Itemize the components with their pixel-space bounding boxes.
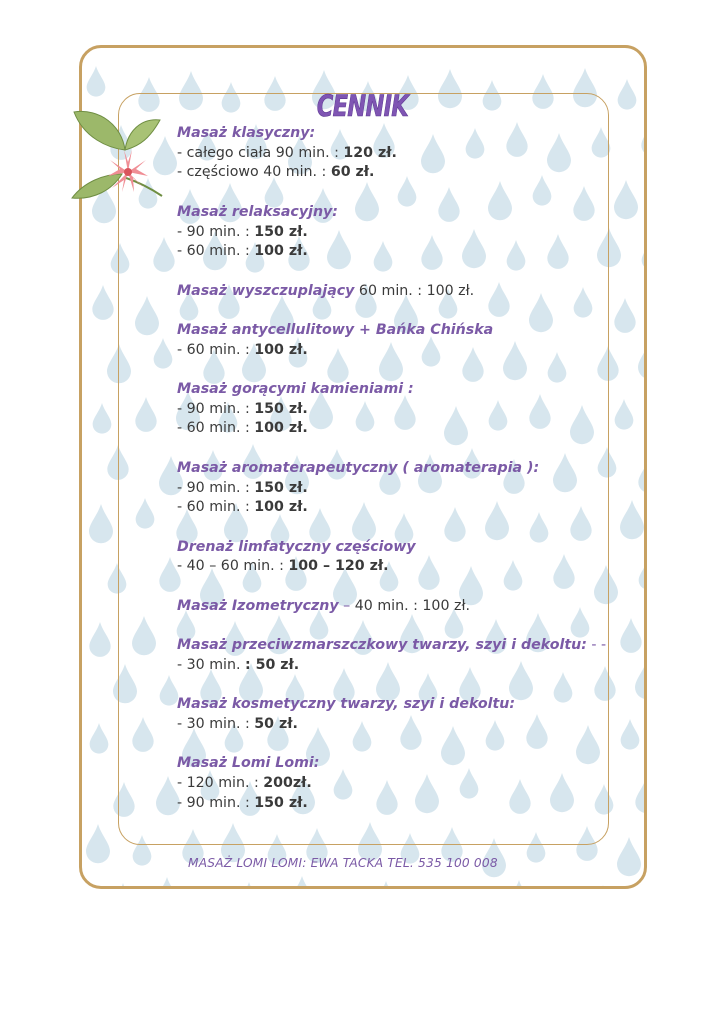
section-heading-text: Masaż wyszczuplający — [177, 282, 355, 299]
heading-duration: 40 min. : — [354, 597, 423, 614]
raindrop-shape — [642, 239, 644, 270]
price-duration: - 40 – 60 min. : — [177, 558, 289, 575]
raindrop-shape — [86, 824, 110, 863]
price-section — [177, 459, 627, 518]
price-value: 60 zł. — [330, 164, 375, 181]
price-line — [177, 144, 627, 164]
price-value: 150 zł. — [254, 794, 308, 811]
raindrop-shape — [156, 877, 177, 886]
price-value: 100 zł. — [254, 243, 308, 260]
price-duration: - częściowo 40 min. : — [177, 164, 331, 181]
raindrop-shape — [92, 285, 113, 320]
price-duration: - 120 min. : — [177, 775, 264, 792]
raindrop-shape — [89, 622, 110, 657]
price-line — [177, 715, 627, 735]
price-section — [177, 754, 627, 813]
price-duration: - 60 min. : — [177, 499, 255, 516]
section-heading-text: Masaż klasyczny: — [177, 125, 316, 141]
price-section — [177, 124, 627, 183]
price-section — [177, 695, 627, 734]
raindrop-shape — [291, 876, 312, 886]
price-value: 100 zł. — [254, 341, 308, 358]
price-line — [177, 163, 627, 183]
section-heading — [177, 636, 627, 656]
price-line — [177, 794, 627, 814]
price-value: : 50 zł. — [244, 656, 300, 673]
section-heading — [177, 282, 627, 302]
section-heading — [177, 203, 627, 223]
price-line — [177, 774, 627, 794]
price-section — [177, 636, 627, 675]
section-heading — [177, 124, 627, 144]
raindrop-shape — [617, 837, 641, 876]
section-heading — [177, 538, 627, 558]
price-duration: - 90 min. : — [177, 400, 255, 417]
price-section — [177, 538, 627, 577]
price-list — [177, 124, 627, 833]
section-heading-text: Drenaż limfatyczny częściowy — [177, 538, 416, 555]
raindrop-shape — [377, 881, 396, 886]
footer-contact: MASAŻ LOMI LOMI: EWA TACKA TEL. 535 100 008 — [188, 856, 498, 870]
price-value: 100 zł. — [254, 499, 308, 516]
section-heading-text: Masaż antycellulitowy + Bańka Chińska — [177, 321, 494, 338]
raindrop-shape — [510, 880, 529, 886]
raindrop-shape — [114, 883, 133, 886]
raindrop-shape — [93, 403, 112, 434]
price-duration: - 90 min. : — [177, 479, 255, 496]
price-section — [177, 380, 627, 439]
heading-price: 100 zł. — [422, 597, 470, 614]
heading-price: 100 zł. — [426, 282, 475, 299]
raindrop-shape — [635, 660, 644, 699]
price-duration: - 60 min. : — [177, 341, 255, 358]
price-duration: - całego ciała 90 min. : — [177, 144, 344, 161]
section-heading — [177, 459, 627, 479]
price-value: 100 zł. — [254, 420, 308, 437]
section-heading-text: Masaż relaksacyjny: — [177, 203, 338, 220]
section-heading-text: Masaż gorącymi kamieniami : — [177, 381, 414, 398]
price-duration: - 60 min. : — [177, 420, 255, 437]
price-line — [177, 557, 627, 577]
price-line — [177, 242, 627, 262]
price-duration: - 30 min. — [177, 656, 245, 673]
raindrop-shape — [240, 882, 259, 886]
section-heading-text: Masaż Izometryczny — [177, 597, 339, 614]
price-value: 200zł. — [263, 775, 312, 792]
price-section — [177, 597, 627, 617]
price-line — [177, 419, 627, 439]
raindrop-shape — [89, 504, 113, 543]
page-title: CENNIK — [316, 89, 408, 123]
price-duration: - 90 min. : — [177, 794, 255, 811]
price-value: 150 zł. — [254, 400, 308, 417]
price-duration: - 90 min. : — [177, 223, 255, 240]
price-line — [177, 223, 627, 243]
price-line — [177, 498, 627, 518]
price-value: 50 zł. — [254, 715, 298, 732]
price-section — [177, 321, 627, 360]
section-heading-text: Masaż aromaterapeutyczny ( aromaterapia ): — [177, 459, 540, 476]
section-heading — [177, 695, 627, 715]
price-line — [177, 341, 627, 361]
price-duration: - 60 min. : — [177, 243, 255, 260]
raindrop-shape — [638, 458, 644, 493]
raindrop-shape — [639, 559, 644, 590]
price-value: 100 – 120 zł. — [288, 558, 389, 575]
section-heading — [177, 754, 627, 774]
section-heading-text: Masaż kosmetyczny twarzy, szyi i dekoltu: — [177, 696, 516, 713]
raindrop-shape — [591, 885, 615, 886]
section-heading-text: Masaż przeciwzmarszczkowy twarzy, szyi i dekoltu: — [177, 637, 587, 654]
price-line — [177, 479, 627, 499]
section-heading-text: Masaż Lomi Lomi: — [177, 755, 320, 772]
section-heading — [177, 380, 627, 400]
heading-duration: 60 min. : — [354, 282, 427, 299]
raindrop-shape — [90, 723, 109, 754]
price-section — [177, 282, 627, 302]
raindrop-shape — [641, 121, 644, 156]
price-line — [177, 656, 627, 676]
price-value: 150 zł. — [254, 479, 308, 496]
price-section — [177, 203, 627, 262]
price-duration: - 30 min. : — [177, 715, 255, 732]
section-heading — [177, 597, 627, 617]
raindrop-shape — [635, 778, 644, 813]
price-value: 120 zł. — [343, 144, 397, 161]
price-line — [177, 400, 627, 420]
raindrop-shape — [636, 879, 644, 886]
raindrop-shape — [638, 340, 644, 379]
section-heading — [177, 321, 627, 341]
heading-dash: – — [338, 597, 355, 614]
price-value: 150 zł. — [254, 223, 308, 240]
heading-dash: - - — [586, 637, 607, 654]
